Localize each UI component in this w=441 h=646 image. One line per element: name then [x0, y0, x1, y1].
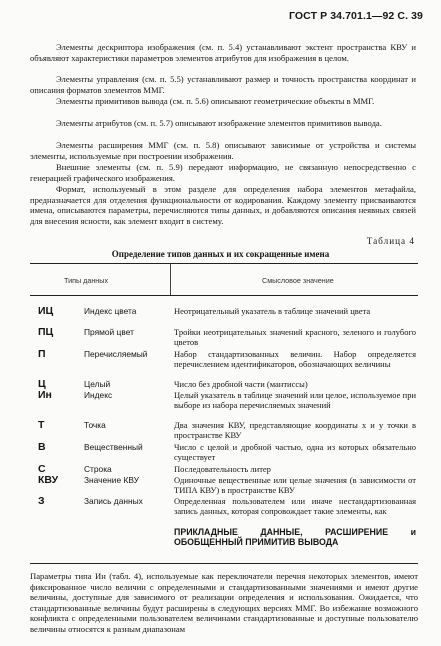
column-header-meaning: Смысловое значение — [262, 276, 334, 285]
table-row-meaning: Число без дробной части (мантиссы) — [174, 379, 308, 389]
table-row-abbr: Ц — [38, 378, 46, 390]
table-row-meaning: Тройки неотрицательных значений красного, зеленого и голубого цветов — [174, 327, 416, 347]
paragraph-attributes: Элементы атрибутов (см. п. 5.7) описывают изображение элементов примитивов вывода. — [56, 118, 382, 128]
table-row-abbr: Ин — [38, 389, 52, 401]
table-row-meaning-caps: ПРИКЛАДНЫЕ ДАННЫЕ, РАСШИРЕНИЕ и ОБОБЩЕННЫЙ ПРИМИТИВ ВЫВОДА — [174, 527, 416, 548]
table-top-rule — [30, 263, 418, 264]
table-row-name: Перечисляемый — [84, 349, 148, 359]
table-row-name: Прямой цвет — [84, 327, 134, 337]
table-row-abbr: С — [38, 463, 46, 475]
table-row-name: Строка — [84, 464, 112, 474]
paragraph-extension: Элементы расширения ММГ (см. п. 5.8) описывают зависимые от устройства и системы элементы, используемые при построении изображения. — [30, 140, 416, 161]
table-row-abbr: В — [38, 441, 46, 453]
table-row-meaning: Определенная пользователем или иначе нестандартизованная запись данных, которая сопровождает такие элементы, как — [174, 496, 416, 516]
table-row-name: Значение КВУ — [84, 475, 139, 485]
table-row-abbr: П — [38, 348, 46, 360]
table-row-abbr: З — [38, 495, 45, 507]
table-row-abbr: Т — [38, 419, 45, 431]
paragraph-output-primitives: Элементы примитивов вывода (см. п. 5.6) описывают геометрические объекты в ММГ. — [56, 96, 375, 106]
paragraph-format: Формат, используемый в этом разделе для определения набора элементов метафайла, предназначается для отделения функциональности от кодирования. Каждому элементу присваиваются имена, описываются параметры, перечисляются типы данных, и добавляются описания неявных связей для внесения ясности, как элемент входит в систему. — [30, 184, 416, 226]
table-row-meaning: Одиночные вещественные или целые значения (в зависимости от ТИПА КВУ) в пространстве КВУ — [174, 475, 416, 495]
table-row-name: Вещественный — [84, 442, 143, 452]
table-title: Определение типов данных и их сокращенные имена — [111, 249, 330, 259]
paragraph-external: Внешние элементы (см. п. 5.9) передают информацию, не связанную непосредственно с генерацией графического изображения. — [30, 162, 416, 183]
table-row-meaning: Число с целой и дробной частью, одна из которых обязательно существует — [174, 442, 416, 462]
table-row-abbr: КВУ — [38, 474, 59, 486]
table-row-meaning: Неотрицательный указатель в таблице значений цвета — [174, 306, 371, 316]
table-number: Таблица 4 — [366, 236, 415, 246]
table-row-name: Индекс — [84, 390, 113, 400]
table-row-name: Запись данных — [84, 496, 143, 506]
column-header-type: Типы данных — [64, 276, 109, 285]
table-row-name: Целый — [84, 379, 111, 389]
table-header-rule — [30, 295, 418, 296]
table-row-abbr: ИЦ — [38, 305, 54, 317]
table-row-abbr: ПЦ — [38, 326, 54, 338]
table-bottom-rule — [30, 563, 418, 564]
table-row-name: Индекс цвета — [84, 306, 137, 316]
table-row-name: Точка — [84, 420, 106, 430]
paragraph-index-params: Параметры типа Ин (табл. 4), используемые как переключатели перечня некоторых элементов, имеют фиксированное число величин с определенными и стандартизованными значениями и имеют другие величины, доступные для зависимого от реализации определения и использования. Ожидается, что стандартизованные величины будут расширены в следующих версиях ММГ. Во избежание возможного конфликта с определенными пользователем величинами стандартизованные и доступные пользователю величины относятся к разным диапазонам — [30, 571, 418, 634]
paragraph-image-descriptor: Элементы дескриптора изображения (см. п. 5.4) устанавливают экстент пространства КВУ и объявляют характеристики параметров элементов атрибутов для изображения в целом. — [30, 42, 416, 63]
table-header-divider — [170, 264, 171, 295]
table-row-meaning: Последовательность литер — [174, 464, 271, 474]
paragraph-control-elements: Элементы управления (см. п. 5.5) устанавливают размер и точность пространства координат и описания форматов элементов ММГ. — [30, 74, 416, 95]
table-row-meaning: Целый указатель в таблице значений или целое, используемое при выборе из набора перечисляемых значений — [174, 390, 416, 410]
page-header: ГОСТ Р 34.701.1—92 С. 39 — [288, 10, 423, 22]
table-row-meaning: Два значения КВУ, представляющие координаты x и y точки в пространстве КВУ — [174, 420, 416, 440]
table-row-meaning: Набор стандартизованных величин. Набор определяется перечислением идентификаторов, обозначающих величины — [174, 349, 416, 369]
